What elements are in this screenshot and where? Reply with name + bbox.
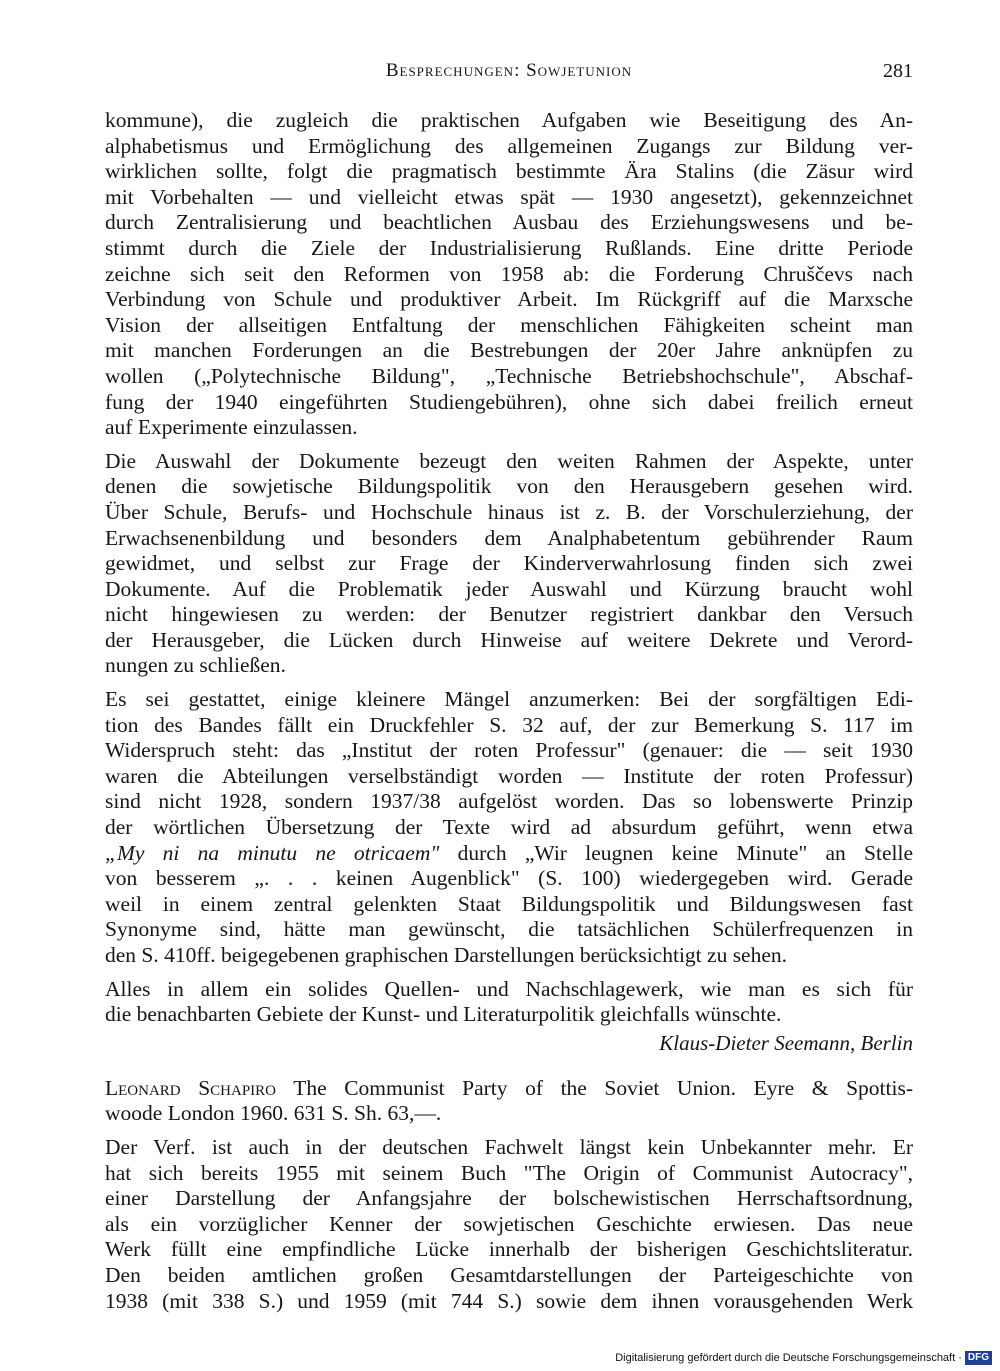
text-line: hat sich bereits 1955 mit seinem Buch "The Origin of Communist Autocracy", — [105, 1160, 913, 1185]
text-line: Vision der allseitigen Entfaltung der menschlichen Fähigkeiten scheint man — [105, 312, 913, 337]
text-line: gewidmet, und selbst zur Frage der Kinderverwahrlosung finden sich zwei — [105, 551, 913, 576]
text-line: tion des Bandes fällt ein Druckfehler S. 32 auf, der zur Bemerkung S. 117 im — [105, 712, 913, 737]
text-line: der Herausgeber, die Lücken durch Hinweise auf weitere Dekrete und Verord- — [105, 627, 913, 652]
dfg-logo: DFG — [965, 1351, 992, 1365]
text-line: denen die sowjetische Bildungspolitik von den Herausgebern gesehen wird. — [105, 474, 913, 499]
text-line: zeichne sich seit den Reformen von 1958 ab: die Forderung Chruščevs nach — [105, 261, 913, 286]
text-line: waren die Abteilungen verselbständigt worden — Institute der roten Professur) — [105, 763, 913, 788]
text-line: Synonyme sind, hätte man gewünscht, die tatsächlichen Schülerfrequenzen in — [105, 917, 913, 942]
text-line: Über Schule, Berufs- und Hochschule hinaus ist z. B. der Vorschulerziehung, der — [105, 499, 913, 524]
text-line: mit Vorbehalten — und vielleicht etwas spät — 1930 angesetzt), gekennzeichnet — [105, 184, 913, 209]
page-number: 281 — [883, 60, 913, 82]
text-line: sind nicht 1928, sondern 1937/38 aufgelöst worden. Das so lobenswerte Prinzip — [105, 789, 913, 814]
review-citation-line: woode London 1960. 631 S. Sh. 63,—. — [105, 1101, 442, 1126]
text-line: Dokumente. Auf die Problematik jeder Auswahl und Kürzung braucht wohl — [105, 576, 913, 601]
text-line: Widerspruch steht: das „Institut der roten Professur" (genauer: die — seit 1930 — [105, 738, 913, 763]
text-line: den S. 410ff. beigegebenen graphischen Darstellungen berücksichtigt zu sehen. — [105, 943, 788, 967]
text-line: einer Darstellung der Anfangsjahre der bolschewistischen Herrschaftsordnung, — [105, 1186, 913, 1211]
paragraph-1 — [105, 108, 913, 441]
review-citation-line — [105, 1076, 913, 1102]
review-heading — [105, 1076, 913, 1127]
text-line: nicht hingewiesen zu werden: der Benutzer registriert dankbar den Versuch — [105, 602, 913, 627]
text-line: auf Experimente einzulassen. — [105, 415, 358, 440]
review-title: The Communist Party of the Soviet Union. Eyre & Spottis- — [276, 1075, 914, 1100]
page-body — [105, 108, 913, 1314]
paragraph-3 — [105, 687, 913, 969]
text-line: als ein vorzüglicher Kenner der sowjetischen Geschichte erwiesen. Das neue — [105, 1211, 913, 1236]
text-line: die benachbarten Gebiete der Kunst- und Literaturpolitik gleichfalls wünschte. — [105, 1002, 782, 1027]
text-line: Es sei gestattet, einige kleinere Mängel anzumerken: Bei der sorgfältigen Edi- — [105, 687, 913, 712]
text-line-rest: durch „Wir leugnen keine Minute" an Stelle — [439, 840, 913, 865]
paragraph-5 — [105, 1135, 913, 1314]
running-title: Besprechungen: Sowjetunion — [385, 60, 633, 81]
paragraph-2 — [105, 449, 913, 679]
text-line: wirklichen sollte, folgt die pragmatisch bestimmte Ära Stalins (die Zäsur wird — [105, 159, 913, 184]
text-line-with-quote — [105, 841, 913, 867]
reviewer-signature: Klaus-Dieter Seemann, Berlin — [659, 1030, 913, 1055]
text-line: von besserem „. . . keinen Augenblick" (S. 100) wiedergegeben wird. Gerade — [105, 866, 913, 891]
text-line: durch Zentralisierung und beachtlichen Ausbau des Erziehungswesens und be- — [105, 210, 913, 235]
text-line: Verbindung von Schule und produktiver Arbeit. Im Rückgriff auf die Marxsche — [105, 287, 913, 312]
russian-quote: „My ni na minutu ne otricaem" — [105, 840, 440, 865]
text-line: alphabetismus und Ermöglichung des allgemeinen Zugangs zur Bildung ver- — [105, 133, 913, 158]
page-header — [105, 60, 913, 86]
text-line: 1938 (mit 338 S.) und 1959 (mit 744 S.) sowie dem ihnen vorausgehenden Werk — [105, 1288, 913, 1313]
text-line: Alles in allem ein solides Quellen- und Nachschlagewerk, wie man es sich für — [105, 976, 913, 1001]
review-author: Leonard Schapiro — [105, 1075, 277, 1100]
text-line: der wörtlichen Übersetzung der Texte wird ad absurdum geführt, wenn etwa — [105, 815, 913, 840]
text-line: Die Auswahl der Dokumente bezeugt den weiten Rahmen der Aspekte, unter — [105, 448, 913, 473]
text-line: stimmt durch die Ziele der Industrialisierung Rußlands. Eine dritte Periode — [105, 235, 913, 260]
footer-text: Digitalisierung gefördert durch die Deutsche Forschungsgemeinschaft · — [615, 1352, 962, 1364]
text-line: Werk füllt eine empfindliche Lücke innerhalb der bisherigen Geschichtsliteratur. — [105, 1237, 913, 1262]
text-line: wollen („Polytechnische Bildung", „Technische Betriebshochschule", Abschaf- — [105, 363, 913, 388]
text-line: Der Verf. ist auch in der deutschen Fachwelt längst kein Unbekannter mehr. Er — [105, 1134, 913, 1159]
paragraph-4 — [105, 977, 913, 1028]
text-line: Erwachsenenbildung und besonders dem Analphabetentum gebührender Raum — [105, 525, 913, 550]
text-line: fung der 1940 eingeführten Studiengebühren), ohne sich dabei freilich erneut — [105, 389, 913, 414]
text-line: weil in einem zentral gelenkten Staat Bildungspolitik und Bildungswesen fast — [105, 891, 913, 916]
text-line: Den beiden amtlichen großen Gesamtdarstellungen der Parteigeschichte von — [105, 1262, 913, 1287]
text-line: mit manchen Forderungen an die Bestrebungen der 20er Jahre anknüpfen zu — [105, 338, 913, 363]
digitization-footer — [615, 1349, 992, 1367]
text-line: nungen zu schließen. — [105, 653, 286, 678]
text-line: kommune), die zugleich die praktischen Aufgaben wie Beseitigung des An- — [105, 108, 913, 132]
